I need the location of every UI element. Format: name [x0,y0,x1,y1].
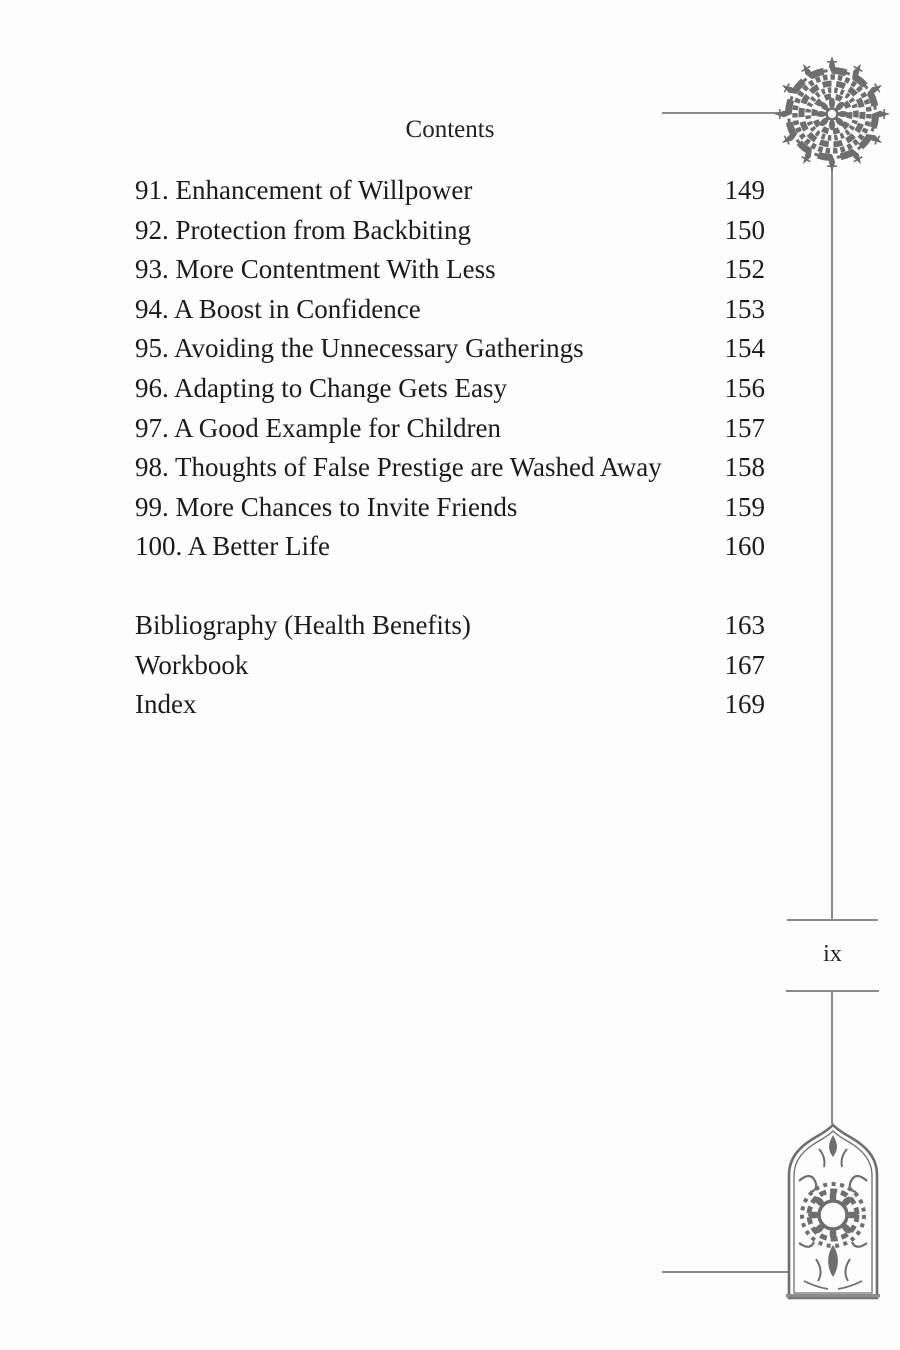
toc-entry-title: 96. Adapting to Change Gets Easy [135,372,507,403]
table-of-contents [135,171,765,725]
toc-entry-title: 100. A Better Life [135,531,330,562]
folio-top-rule [787,919,878,921]
back-matter-section [135,606,765,725]
right-vertical-rule-lower [831,991,833,1124]
bottom-horizontal-rule [662,1271,788,1273]
toc-entry-title: Workbook [135,649,249,680]
toc-entry-page: 153 [724,293,765,324]
folio-page-number: ix [823,941,842,967]
toc-entry-title: 97. A Good Example for Children [135,412,501,443]
toc-entry-page: 157 [724,412,765,443]
rosette-mandala-icon [772,54,892,179]
toc-entry-page: 156 [724,372,765,403]
toc-entry-page: 160 [724,531,765,562]
toc-entry [135,211,765,251]
toc-entry-title: 93. More Contentment With Less [135,254,496,285]
toc-entry [135,685,765,725]
toc-entry-page: 167 [724,649,765,680]
toc-entry-page: 163 [724,609,765,640]
toc-entry-title: 94. A Boost in Confidence [135,293,421,324]
toc-entry [135,448,765,488]
toc-entry [135,606,765,646]
toc-entry [135,488,765,528]
toc-entry-title: 91. Enhancement of Willpower [135,175,473,205]
toc-entry [135,290,765,330]
toc-entry-title: 95. Avoiding the Unnecessary Gatherings [135,333,584,364]
toc-entry [135,369,765,409]
toc-entry-page: 169 [724,689,765,720]
toc-entry-title: 99. More Chances to Invite Friends [135,491,518,522]
toc-entry-title: Bibliography (Health Benefits) [135,609,471,640]
toc-entry [135,250,765,290]
toc-entry-page: 150 [724,214,765,245]
toc-entry-page: 159 [724,491,765,522]
toc-entry-page: 152 [724,254,765,285]
toc-entry-page: 149 [724,175,765,205]
arch-arabesque-icon [786,1123,880,1306]
toc-entry [135,171,765,211]
toc-entry [135,329,765,369]
toc-entry-title: 98. Thoughts of False Prestige are Washed Away [135,452,662,483]
toc-entry [135,527,765,567]
right-vertical-rule-upper [831,162,833,919]
toc-entry-page: 154 [724,333,765,364]
toc-entry-title: 92. Protection from Backbiting [135,214,471,245]
toc-entry [135,646,765,686]
toc-entry-title: Index [135,689,197,720]
page-title: Contents [405,116,495,143]
toc-entry [135,409,765,449]
top-horizontal-rule [662,112,787,114]
toc-entry-page: 158 [724,452,765,483]
